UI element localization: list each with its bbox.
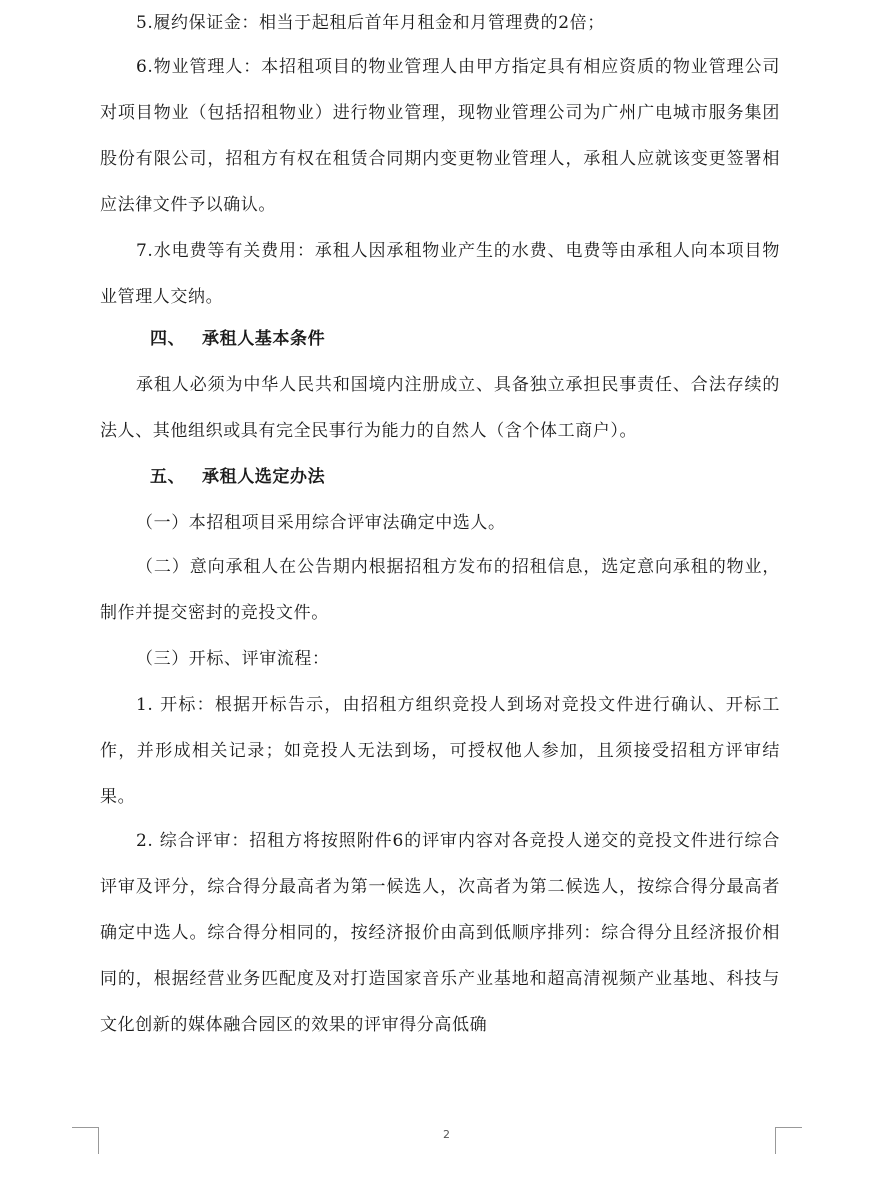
section-heading-4 bbox=[150, 316, 770, 362]
page-number: 2 bbox=[443, 1128, 450, 1141]
section-title-4: 承租人基本条件 bbox=[202, 329, 326, 349]
section-title-5: 承租人选定办法 bbox=[202, 467, 326, 487]
paragraph-utility-fees: 7.水电费等有关费用：承租人因承租物业产生的水费、电费等由承租人向本项目物业管理人交纳。 bbox=[100, 241, 780, 307]
paragraph-process-title: （三）开标、评审流程： bbox=[136, 649, 330, 669]
paragraph-property-manager: 6.物业管理人：本招租项目的物业管理人由甲方指定具有相应资质的物业管理公司对项目物业（包括招租物业）进行物业管理，现物业管理公司为广州广电城市服务集团股份有限公司，招租方有权在租赁合同期内变更物业管理人，承租人应就该变更签署相应法律文件予以确认。 bbox=[100, 57, 780, 215]
paragraph-selection-method: （一）本招租项目采用综合评审法确定中选人。 bbox=[136, 513, 506, 533]
paragraph-intended-lessee: （二）意向承租人在公告期内根据招租方发布的招租信息，选定意向承租的物业，制作并提交密封的竞投文件。 bbox=[100, 557, 780, 623]
paragraph-deposit: 5.履约保证金：相当于起租后首年月租金和月管理费的2倍； bbox=[136, 13, 605, 33]
section-number-4: 四、 bbox=[150, 329, 186, 349]
section-heading-5 bbox=[150, 454, 770, 500]
paragraph-lessee-conditions: 承租人必须为中华人民共和国境内注册成立、具备独立承担民事责任、合法存续的法人、其他组织或具有完全民事行为能力的自然人（含个体工商户）。 bbox=[100, 375, 780, 441]
paragraph-bid-opening: 1. 开标：根据开标告示，由招租方组织竞投人到场对竞投文件进行确认、开标工作，并形成相关记录；如竞投人无法到场，可授权他人参加，且须接受招租方评审结果。 bbox=[100, 695, 780, 807]
section-number-5: 五、 bbox=[150, 467, 186, 487]
paragraph-comprehensive-review: 2. 综合评审：招租方将按照附件6的评审内容对各竞投人递交的竞投文件进行综合评审及评分，综合得分最高者为第一候选人，次高者为第二候选人，按综合得分最高者确定中选人。综合得分相同的，按经济报价由高到低顺序排列：综合得分且经济报价相同的，根据经营业务匹配度及对打造国家音乐产业基地和超高清视频产业基地、科技与文化创新的媒体融合园区的效果的评审得分高低确 bbox=[100, 831, 780, 1035]
